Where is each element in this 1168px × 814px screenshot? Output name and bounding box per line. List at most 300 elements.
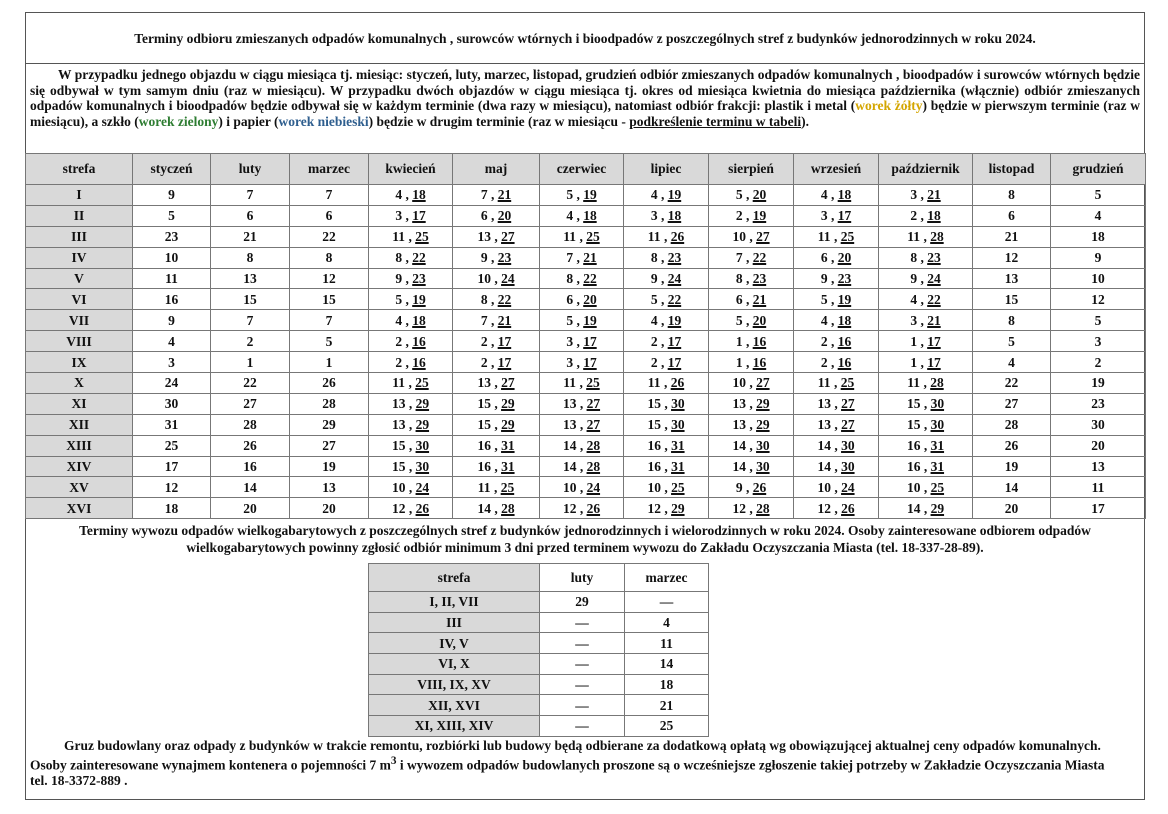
second-date-underlined: 19 xyxy=(583,187,597,203)
header-month: czerwiec xyxy=(540,154,624,185)
date-cell: 18 xyxy=(1051,226,1146,247)
bulky-header-strefa: strefa xyxy=(369,564,540,592)
second-date-underlined: 17 xyxy=(927,333,941,349)
date-cell: 8 xyxy=(973,185,1051,206)
date-cell: 4 xyxy=(625,612,709,633)
first-date: 11 xyxy=(647,375,661,391)
first-date: 16 xyxy=(647,438,661,454)
table-row xyxy=(26,268,1146,289)
date-cell: 19 xyxy=(290,456,369,477)
second-date-underlined: 16 xyxy=(752,333,767,349)
second-date-underlined: 23 xyxy=(667,250,682,266)
second-date-underlined: 23 xyxy=(752,271,767,286)
first-date: 15 xyxy=(391,438,406,454)
first-date: 2 xyxy=(650,354,658,370)
header-month: luty xyxy=(211,154,290,185)
first-date: 6 xyxy=(566,291,574,307)
date-cell: 10 xyxy=(1051,268,1146,289)
second-date-underlined: 31 xyxy=(671,438,685,454)
date-cell: 6 xyxy=(211,205,290,226)
second-date-underlined: 30 xyxy=(756,438,770,454)
zone-cell: II xyxy=(26,205,133,226)
first-date: 5 xyxy=(566,312,574,328)
double-date-cell: 10 , 27 xyxy=(709,373,794,394)
double-date-cell: 4 , 18 xyxy=(369,310,453,331)
second-date-underlined: 21 xyxy=(497,187,512,203)
date-cell: 25 xyxy=(625,716,709,737)
date-cell: 4 xyxy=(973,352,1051,373)
second-date-underlined: 22 xyxy=(583,271,597,286)
zone-cell: I, II, VII xyxy=(369,592,540,613)
second-date-underlined: 31 xyxy=(930,459,945,475)
second-date-underlined: 17 xyxy=(583,333,597,349)
date-cell: 28 xyxy=(290,393,369,414)
double-date-cell: 3 , 18 xyxy=(624,205,709,226)
first-date: 12 xyxy=(817,500,831,516)
double-date-cell: 10 , 24 xyxy=(540,477,624,498)
first-date: 14 xyxy=(562,459,577,475)
double-date-cell: 14 , 29 xyxy=(879,498,973,519)
date-cell: 7 xyxy=(290,185,369,206)
first-date: 14 xyxy=(817,459,831,475)
table-row xyxy=(26,310,1146,331)
header-month: grudzień xyxy=(1051,154,1146,185)
second-date-underlined: 19 xyxy=(667,187,682,203)
second-date-underlined: 29 xyxy=(501,396,515,412)
first-date: 6 xyxy=(480,208,488,224)
header-month: lipiec xyxy=(624,154,709,185)
first-date: 3 xyxy=(820,208,828,224)
second-date-underlined: 22 xyxy=(497,291,512,307)
double-date-cell: 11 , 26 xyxy=(624,373,709,394)
first-date: 8 xyxy=(910,250,918,266)
double-date-cell: 9 , 23 xyxy=(453,247,540,268)
second-date-underlined: 21 xyxy=(583,250,597,266)
date-cell: 9 xyxy=(133,310,211,331)
first-date: 2 xyxy=(910,208,918,224)
first-date: 4 xyxy=(395,312,403,328)
double-date-cell: 12 , 28 xyxy=(709,498,794,519)
double-date-cell: 12 , 26 xyxy=(794,498,879,519)
bulky-header-month: luty xyxy=(540,564,625,592)
date-cell: 27 xyxy=(211,393,290,414)
date-cell: 29 xyxy=(540,592,625,613)
double-date-cell: 2 , 17 xyxy=(624,352,709,373)
double-date-cell: 11 , 28 xyxy=(879,226,973,247)
double-date-cell: 3 , 17 xyxy=(369,205,453,226)
first-date: 15 xyxy=(906,417,921,433)
first-date: 10 xyxy=(391,479,406,495)
date-cell: 21 xyxy=(625,695,709,716)
double-date-cell: 15 , 30 xyxy=(624,393,709,414)
zone-cell: VII xyxy=(26,310,133,331)
second-date-underlined: 29 xyxy=(671,500,685,516)
double-date-cell: 13 , 27 xyxy=(794,393,879,414)
date-cell: 9 xyxy=(1051,247,1146,268)
table-row xyxy=(369,695,709,716)
zone-cell: VI, X xyxy=(369,654,540,675)
first-date: 9 xyxy=(650,271,658,286)
first-date: 8 xyxy=(566,271,574,286)
double-date-cell: 11 , 25 xyxy=(369,373,453,394)
second-date-underlined: 28 xyxy=(586,459,601,475)
table-row xyxy=(369,674,709,695)
date-cell: 5 xyxy=(1051,310,1146,331)
footer-text-1: Gruz budowlany oraz odpady z budynków w trakcie remontu, rozbiórki lub budowy będą odbierane za dodatkową opłatą wg obowiązującej aktualnej ceny odpadów komunalnych. Osoby zainteresowane wynajmem kontenera o pojemności 7 m xyxy=(30,738,1101,772)
double-date-cell: 1 , 16 xyxy=(709,352,794,373)
table-row xyxy=(26,456,1146,477)
date-cell: 3 xyxy=(1051,331,1146,352)
second-date-underlined: 23 xyxy=(837,271,852,286)
double-date-cell: 10 , 27 xyxy=(709,226,794,247)
first-date: 5 xyxy=(735,312,743,328)
first-date: 2 xyxy=(395,354,403,370)
second-date-underlined: 20 xyxy=(752,187,767,203)
date-cell: 1 xyxy=(211,352,290,373)
first-date: 13 xyxy=(477,375,491,391)
second-date-underlined: 26 xyxy=(752,479,767,495)
second-date-underlined: 30 xyxy=(930,417,945,433)
header-month: kwiecień xyxy=(369,154,453,185)
intro-paragraph xyxy=(30,67,1140,129)
footer-superscript: 3 xyxy=(390,754,397,767)
second-date-underlined: 18 xyxy=(837,312,852,328)
date-cell: 11 xyxy=(1051,477,1146,498)
first-date: 11 xyxy=(563,375,577,391)
date-cell: 28 xyxy=(973,414,1051,435)
second-date-underlined: 19 xyxy=(837,291,852,307)
date-cell: 4 xyxy=(133,331,211,352)
date-cell: 4 xyxy=(1051,205,1146,226)
double-date-cell: 2 , 16 xyxy=(369,331,453,352)
date-cell: 31 xyxy=(133,414,211,435)
first-date: 11 xyxy=(477,479,491,495)
double-date-cell: 5 , 20 xyxy=(709,310,794,331)
header-month: listopad xyxy=(973,154,1051,185)
double-date-cell: 11 , 25 xyxy=(453,477,540,498)
first-date: 2 xyxy=(735,208,743,224)
zone-cell: IV, V xyxy=(369,633,540,654)
double-date-cell: 6 , 20 xyxy=(453,205,540,226)
first-date: 6 xyxy=(820,250,828,266)
double-date-cell: 15 , 30 xyxy=(879,414,973,435)
first-date: 11 xyxy=(563,229,577,245)
double-date-cell: 2 , 16 xyxy=(369,352,453,373)
double-date-cell: 4 , 19 xyxy=(624,185,709,206)
double-date-cell: 9 , 24 xyxy=(624,268,709,289)
first-date: 12 xyxy=(562,500,577,516)
double-date-cell: 2 , 19 xyxy=(709,205,794,226)
first-date: 2 xyxy=(395,333,403,349)
first-date: 2 xyxy=(820,333,828,349)
double-date-cell: 13 , 29 xyxy=(709,393,794,414)
double-date-cell: 16 , 31 xyxy=(624,456,709,477)
first-date: 14 xyxy=(732,438,746,454)
double-date-cell: 5 , 19 xyxy=(794,289,879,310)
date-cell: 24 xyxy=(133,373,211,394)
second-date-underlined: 18 xyxy=(412,312,426,328)
first-date: 10 xyxy=(817,479,831,495)
date-cell: 28 xyxy=(211,414,290,435)
date-cell: 20 xyxy=(1051,435,1146,456)
double-date-cell: 2 , 16 xyxy=(794,331,879,352)
date-cell: 17 xyxy=(1051,498,1146,519)
first-date: 2 xyxy=(480,333,488,349)
double-date-cell: 15 , 30 xyxy=(369,435,453,456)
date-cell: 13 xyxy=(973,268,1051,289)
table-row xyxy=(26,352,1146,373)
first-date: 13 xyxy=(732,417,746,433)
date-cell: 13 xyxy=(1051,456,1146,477)
second-date-underlined: 30 xyxy=(415,438,430,454)
first-date: 3 xyxy=(566,354,574,370)
double-date-cell: 11 , 25 xyxy=(794,226,879,247)
intro-text-2: ) będzie w pierwszym terminie (raz w miesiącu), a szkło ( xyxy=(30,98,1140,129)
second-date-underlined: 21 xyxy=(497,312,512,328)
first-date: 2 xyxy=(480,354,488,370)
double-date-cell: 5 , 19 xyxy=(540,185,624,206)
second-date-underlined: 25 xyxy=(586,229,600,245)
second-date-underlined: 31 xyxy=(501,438,515,454)
date-cell: 1 xyxy=(290,352,369,373)
date-cell: 8 xyxy=(211,247,290,268)
second-date-underlined: 27 xyxy=(501,375,515,391)
construction-waste-note xyxy=(30,738,1125,788)
first-date: 16 xyxy=(477,459,491,475)
second-date-underlined: 25 xyxy=(415,375,429,391)
first-date: 11 xyxy=(392,375,406,391)
table-row xyxy=(369,592,709,613)
double-date-cell: 16 , 31 xyxy=(453,456,540,477)
first-date: 2 xyxy=(650,333,658,349)
second-date-underlined: 26 xyxy=(415,500,430,516)
date-cell: — xyxy=(540,716,625,737)
table-row xyxy=(26,373,1146,394)
second-date-underlined: 26 xyxy=(841,500,855,516)
second-date-underlined: 24 xyxy=(586,479,601,495)
double-date-cell: 13 , 27 xyxy=(540,393,624,414)
zone-cell: IV xyxy=(26,247,133,268)
date-cell: 26 xyxy=(211,435,290,456)
date-cell: 23 xyxy=(133,226,211,247)
double-date-cell: 4 , 18 xyxy=(794,185,879,206)
first-date: 15 xyxy=(906,396,921,412)
header-month: sierpień xyxy=(709,154,794,185)
first-date: 14 xyxy=(562,438,577,454)
second-date-underlined: 18 xyxy=(927,208,941,224)
double-date-cell: 13 , 27 xyxy=(453,226,540,247)
first-date: 6 xyxy=(735,291,743,307)
first-date: 4 xyxy=(820,187,828,203)
header-month: wrzesień xyxy=(794,154,879,185)
first-date: 3 xyxy=(566,333,574,349)
first-date: 13 xyxy=(562,396,577,412)
second-date-underlined: 21 xyxy=(752,291,767,307)
double-date-cell: 3 , 17 xyxy=(794,205,879,226)
date-cell: 8 xyxy=(973,310,1051,331)
date-cell: 3 xyxy=(133,352,211,373)
zone-cell: V xyxy=(26,268,133,289)
date-cell: 26 xyxy=(973,435,1051,456)
date-cell: 14 xyxy=(211,477,290,498)
second-date-underlined: 22 xyxy=(667,291,682,307)
second-date-underlined: 28 xyxy=(586,438,601,454)
zone-cell: XI xyxy=(26,393,133,414)
date-cell: 10 xyxy=(133,247,211,268)
second-date-underlined: 23 xyxy=(412,271,426,286)
first-date: 5 xyxy=(735,187,743,203)
double-date-cell: 1 , 17 xyxy=(879,331,973,352)
bulky-waste-table xyxy=(368,563,709,737)
first-date: 15 xyxy=(647,396,661,412)
date-cell: 16 xyxy=(133,289,211,310)
second-date-underlined: 27 xyxy=(841,396,855,412)
double-date-cell: 6 , 20 xyxy=(540,289,624,310)
zone-cell: I xyxy=(26,185,133,206)
first-date: 16 xyxy=(647,459,661,475)
first-date: 4 xyxy=(910,291,918,307)
table-row xyxy=(26,498,1146,519)
second-date-underlined: 20 xyxy=(497,208,512,224)
second-date-underlined: 31 xyxy=(671,459,685,475)
first-date: 9 xyxy=(395,271,403,286)
first-date: 2 xyxy=(820,354,828,370)
table-row xyxy=(26,477,1146,498)
double-date-cell: 1 , 17 xyxy=(879,352,973,373)
date-cell: 8 xyxy=(290,247,369,268)
first-date: 7 xyxy=(566,250,574,266)
double-date-cell: 11 , 28 xyxy=(879,373,973,394)
first-date: 7 xyxy=(480,312,488,328)
double-date-cell: 2 , 18 xyxy=(879,205,973,226)
double-date-cell: 8 , 22 xyxy=(540,268,624,289)
first-date: 11 xyxy=(647,229,661,245)
second-date-underlined: 25 xyxy=(671,479,685,495)
double-date-cell: 7 , 22 xyxy=(709,247,794,268)
date-cell: 29 xyxy=(290,414,369,435)
second-date-underlined: 24 xyxy=(415,479,430,495)
double-date-cell: 13 , 27 xyxy=(453,373,540,394)
second-date-underlined: 28 xyxy=(501,500,515,516)
double-date-cell: 2 , 17 xyxy=(624,331,709,352)
date-cell: 7 xyxy=(211,310,290,331)
second-date-underlined: 17 xyxy=(583,354,597,370)
first-date: 5 xyxy=(820,291,828,307)
double-date-cell: 8 , 23 xyxy=(624,247,709,268)
double-date-cell: 8 , 23 xyxy=(709,268,794,289)
date-cell: — xyxy=(540,654,625,675)
double-date-cell: 2 , 17 xyxy=(453,331,540,352)
double-date-cell: 10 , 24 xyxy=(453,268,540,289)
date-cell: 6 xyxy=(973,205,1051,226)
yellow-bag-label: worek żółty xyxy=(855,98,923,113)
double-date-cell: 15 , 30 xyxy=(879,393,973,414)
intro-text-5: ). xyxy=(801,113,809,129)
second-date-underlined: 30 xyxy=(930,396,945,412)
second-date-underlined: 25 xyxy=(586,375,600,391)
double-date-cell: 10 , 24 xyxy=(794,477,879,498)
first-date: 13 xyxy=(391,417,406,433)
second-date-underlined: 27 xyxy=(586,396,601,412)
header-month: maj xyxy=(453,154,540,185)
first-date: 3 xyxy=(910,187,918,203)
date-cell: 19 xyxy=(1051,373,1146,394)
first-date: 3 xyxy=(910,312,918,328)
second-date-underlined: 22 xyxy=(752,250,767,266)
second-date-underlined: 28 xyxy=(930,375,944,391)
double-date-cell: 15 , 30 xyxy=(624,414,709,435)
date-cell: 14 xyxy=(625,654,709,675)
date-cell: 17 xyxy=(133,456,211,477)
date-cell: 12 xyxy=(290,268,369,289)
date-cell: 18 xyxy=(625,674,709,695)
date-cell: 6 xyxy=(290,205,369,226)
double-date-cell: 10 , 25 xyxy=(879,477,973,498)
second-date-underlined: 27 xyxy=(756,229,770,245)
header-month: październik xyxy=(879,154,973,185)
first-date: 15 xyxy=(477,417,491,433)
second-date-underlined: 30 xyxy=(756,459,770,475)
second-date-underlined: 16 xyxy=(837,333,852,349)
second-date-underlined: 26 xyxy=(670,375,685,391)
second-date-underlined: 29 xyxy=(415,396,430,412)
date-cell: 5 xyxy=(1051,185,1146,206)
second-date-underlined: 23 xyxy=(497,250,512,266)
date-cell: 15 xyxy=(290,289,369,310)
zone-cell: VI xyxy=(26,289,133,310)
double-date-cell: 9 , 23 xyxy=(794,268,879,289)
second-date-underlined: 18 xyxy=(837,187,852,203)
double-date-cell: 5 , 22 xyxy=(624,289,709,310)
first-date: 9 xyxy=(910,271,918,286)
date-cell: — xyxy=(540,612,625,633)
second-date-underlined: 30 xyxy=(671,417,685,433)
first-date: 12 xyxy=(732,500,746,516)
first-date: 11 xyxy=(392,229,406,245)
date-cell: 15 xyxy=(211,289,290,310)
first-date: 10 xyxy=(647,479,661,495)
second-date-underlined: 30 xyxy=(671,396,685,412)
second-date-underlined: 20 xyxy=(837,250,852,266)
zone-cell: III xyxy=(26,226,133,247)
second-date-underlined: 21 xyxy=(927,187,941,203)
first-date: 16 xyxy=(906,459,921,475)
double-date-cell: 13 , 27 xyxy=(540,414,624,435)
bulky-waste-note: Terminy wywozu odpadów wielkogabarytowych z poszczególnych stref z budynków jednorodzinnych i wielorodzinnych w roku 2024. Osoby zainteresowane odbiorem odpadów wielkogabarytowych powinny zgłosić odbiór minimum 3 dni przed terminem wywozu do Zakładu Oczyszczania Miasta (tel. 18-337-28-89). xyxy=(79,523,1091,555)
double-date-cell: 5 , 19 xyxy=(540,310,624,331)
second-date-underlined: 24 xyxy=(841,479,855,495)
double-date-cell: 6 , 20 xyxy=(794,247,879,268)
date-cell: 20 xyxy=(290,498,369,519)
double-date-cell: 13 , 29 xyxy=(369,414,453,435)
double-date-cell: 7 , 21 xyxy=(540,247,624,268)
second-date-underlined: 18 xyxy=(667,208,682,224)
second-date-underlined: 29 xyxy=(930,500,945,516)
first-date: 16 xyxy=(477,438,491,454)
date-cell: 21 xyxy=(211,226,290,247)
date-cell: 9 xyxy=(133,185,211,206)
first-date: 8 xyxy=(650,250,658,266)
second-date-underlined: 30 xyxy=(841,459,855,475)
double-date-cell: 16 , 31 xyxy=(879,456,973,477)
zone-cell: XIV xyxy=(26,456,133,477)
second-date-underlined: 17 xyxy=(837,208,852,224)
second-date-underlined: 30 xyxy=(841,438,855,454)
date-cell: 11 xyxy=(133,268,211,289)
first-date: 8 xyxy=(395,250,403,266)
zone-cell: X xyxy=(26,373,133,394)
second-date-underlined: 24 xyxy=(667,271,682,286)
